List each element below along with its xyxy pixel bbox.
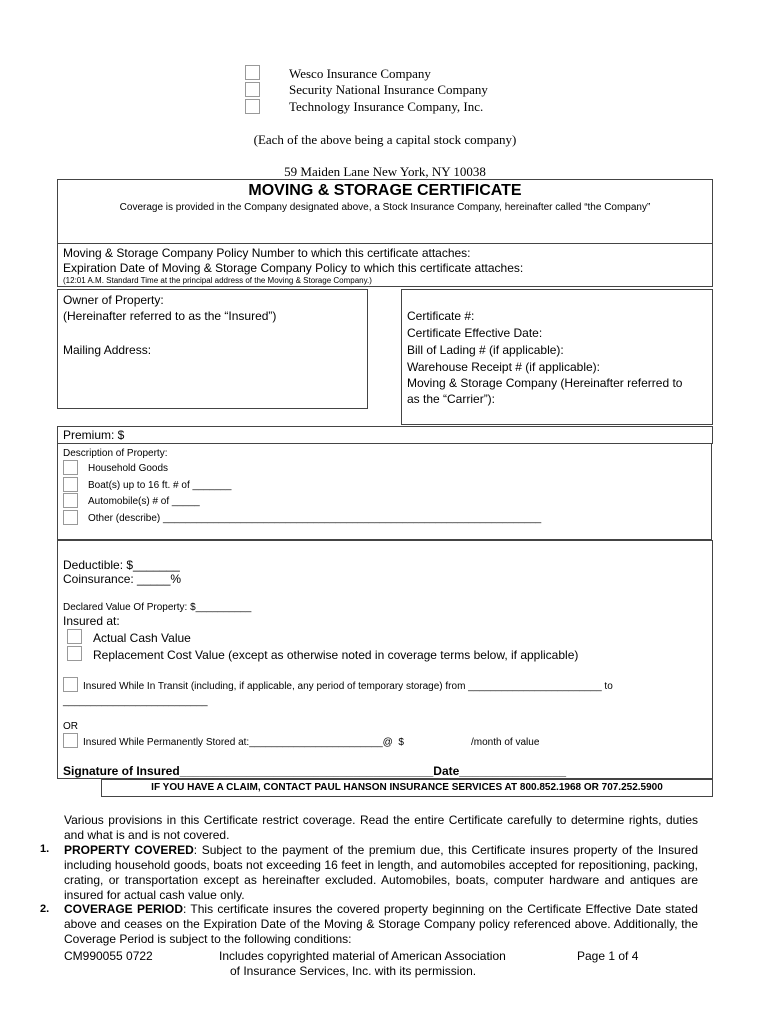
certificate-title: MOVING & STORAGE CERTIFICATE	[248, 182, 522, 199]
description-label: Description of Property:	[63, 448, 168, 459]
section-2-number: 2.	[40, 903, 50, 915]
company-name-wesco: Wesco Insurance Company	[289, 66, 431, 81]
owner-insured-note: (Hereinafter referred to as the “Insured”)	[63, 309, 277, 323]
section-1-paragraph	[64, 843, 698, 903]
certificate-effective-date-label: Certificate Effective Date:	[407, 326, 543, 340]
signature-line: Signature of Insured______________________________________Date________________	[63, 764, 567, 778]
or-label: OR	[63, 721, 78, 732]
actual-cash-value-checkbox[interactable]	[67, 629, 82, 644]
boats-label: Boat(s) up to 16 ft. # of _______	[88, 480, 232, 491]
replacement-cost-checkbox[interactable]	[67, 646, 82, 661]
premium-label: Premium: $	[63, 428, 125, 442]
mailing-address-label: Mailing Address:	[63, 343, 152, 357]
carrier-label-line2: as the “Carrier”):	[407, 392, 496, 406]
actual-cash-value-label: Actual Cash Value	[93, 631, 191, 645]
bill-of-lading-label: Bill of Lading # (if applicable):	[407, 343, 564, 357]
policy-expiration-label: Expiration Date of Moving & Storage Company Policy to which this certificate attaches:	[63, 261, 524, 275]
section-1-heading: PROPERTY COVERED	[64, 843, 194, 857]
company-checkbox-technology[interactable]	[245, 99, 260, 114]
section-1-number: 1.	[40, 843, 50, 855]
certificate-subtitle: Coverage is provided in the Company designated above, a Stock Insurance Company, hereinafter called “the Company”	[119, 202, 651, 213]
claim-notice-text: IF YOU HAVE A CLAIM, CONTACT PAUL HANSON INSURANCE SERVICES AT 800.852.1968 OR 707.252.5900	[151, 782, 663, 793]
month-of-value-label: /month of value	[471, 737, 540, 748]
declared-value-field: Declared Value Of Property: $__________	[63, 602, 252, 613]
household-goods-checkbox[interactable]	[63, 460, 78, 475]
footer-page-number: Page 1 of 4	[577, 949, 639, 963]
company-checkbox-security-national[interactable]	[245, 82, 260, 97]
automobiles-label: Automobile(s) # of _____	[88, 496, 200, 507]
section-2-paragraph	[64, 902, 698, 947]
section-2-text: : This certificate insures the covered property beginning on the Certificate Effective Date stated above and ceases on the Expiration Date of the Moving & Storage Company policy referenced above. Additionally, the Coverage Period is subject to the following conditions:	[64, 902, 698, 946]
company-checkbox-wesco[interactable]	[245, 65, 260, 80]
footer-copyright-line1: Includes copyrighted material of American Association	[219, 949, 506, 963]
certificate-number-label: Certificate #:	[407, 309, 475, 323]
replacement-cost-label: Replacement Cost Value (except as otherwise noted in coverage terms below, if applicable)	[93, 648, 579, 662]
carrier-label-line1: Moving & Storage Company (Hereinafter referred to	[407, 376, 683, 390]
deductible-field: Deductible: $_______	[63, 558, 180, 572]
insured-at-label: Insured at:	[63, 614, 120, 628]
warehouse-receipt-label: Warehouse Receipt # (if applicable):	[407, 360, 600, 374]
in-transit-blank: __________________________	[63, 696, 208, 707]
automobiles-checkbox[interactable]	[63, 493, 78, 508]
in-transit-checkbox[interactable]	[63, 677, 78, 692]
policy-number-label: Moving & Storage Company Policy Number to which this certificate attaches:	[63, 246, 471, 260]
capital-stock-note: (Each of the above being a capital stock company)	[253, 132, 517, 147]
footer-form-id: CM990055 0722	[64, 949, 153, 963]
company-name-technology: Technology Insurance Company, Inc.	[289, 99, 484, 114]
coinsurance-field: Coinsurance: _____%	[63, 572, 182, 586]
section-2-heading: COVERAGE PERIOD	[64, 902, 183, 916]
footer-copyright-line2: of Insurance Services, Inc. with its permission.	[230, 964, 477, 978]
intro-paragraph: Various provisions in this Certificate restrict coverage. Read the entire Certificate carefully to determine rights, duties and what is and is not covered.	[64, 813, 698, 842]
household-goods-label: Household Goods	[88, 463, 169, 474]
policy-time-note: (12:01 A.M. Standard Time at the principal address of the Moving & Storage Company.)	[63, 276, 372, 285]
owner-label: Owner of Property:	[63, 293, 164, 307]
permanently-stored-label: Insured While Permanently Stored at:________________________@ $	[83, 737, 404, 748]
boats-checkbox[interactable]	[63, 477, 78, 492]
other-describe-label: Other (describe) ____________________________________________________________________	[88, 513, 542, 524]
company-name-security-national: Security National Insurance Company	[289, 82, 488, 97]
in-transit-label: Insured While In Transit (including, if applicable, any period of temporary storage) from ________________________ to	[83, 681, 613, 692]
permanently-stored-checkbox[interactable]	[63, 733, 78, 748]
other-checkbox[interactable]	[63, 510, 78, 525]
premium-box	[57, 426, 713, 444]
section-1-text: : Subject to the payment of the premium due, this Certificate insures property of the Insured including household goods, boats not exceeding 16 feet in length, and automobiles accepted for repositioning, packing, crating, or transportation except as hereinafter excluded. Automobiles, boats, computer hardware and antiques are insured for actual cash value only.	[64, 843, 698, 902]
company-address: 59 Maiden Lane New York, NY 10038	[284, 164, 486, 179]
